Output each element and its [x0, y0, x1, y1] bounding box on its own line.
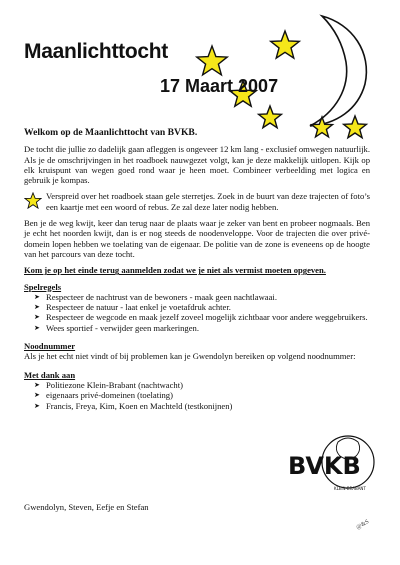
document-body: [24, 128, 370, 419]
arrow-bullet-icon: ➤: [34, 391, 40, 400]
star-icon: [259, 106, 282, 128]
rules-list: [24, 292, 370, 333]
arrow-bullet-icon: ➤: [34, 401, 40, 410]
list-item: ➤ Politiezone Klein-Brabant (nachtwacht): [34, 379, 183, 390]
rules-heading: Spelregels: [24, 281, 62, 292]
star-icon: [197, 46, 227, 75]
signoff: Gwendolyn, Steven, Eefje en Stefan: [24, 502, 149, 512]
arrow-bullet-icon: ➤: [34, 380, 40, 389]
thanks-heading: Met dank aan: [24, 369, 76, 380]
logo-arc-text: KLEIN-BRABANT: [334, 486, 366, 491]
star-icon: [271, 31, 300, 58]
thanks-list: [24, 380, 264, 411]
event-date: 17 Maart 2007: [160, 76, 279, 96]
emergency-text: Als je het echt niet vindt of bij problemen kan je Gwendolyn bereiken op volgend noodnummer:: [24, 351, 356, 362]
list-item: ➤ Respecteer de natuur - laat enkel je voetafdruk achter.: [34, 302, 231, 313]
welcome-heading: Welkom op de Maanlichttocht van BVKB.: [24, 127, 198, 138]
intro-paragraph: De tocht die jullie zo dadelijk gaan afleggen is ongeveer 12 km lang - exclusief omwegen natuurlijk. Als je de omschrijvingen in het roadboek nauwgezet volgt, kan je deze makkelijk uitlopen. Kijk op elk kruispunt van wegen goed rond waar je heen moet. Combineer verbeelding met logica en gebruik je kompas.: [24, 144, 370, 186]
list-item: ➤ Francis, Freya, Kim, Koen en Machteld (testkonijnen): [34, 400, 233, 411]
arrow-bullet-icon: ➤: [34, 313, 40, 322]
list-item: ➤ Wees sportief - verwijder geen markeringen.: [34, 322, 199, 333]
star-note: [24, 191, 370, 212]
logo-text: BVKB: [288, 452, 361, 480]
arrow-bullet-icon: ➤: [34, 323, 40, 332]
emergency-heading: Noodnummer: [24, 341, 76, 352]
list-item: ➤ Respecteer de nachtrust van de bewoners - maak geen nachtlawaai.: [34, 291, 277, 302]
crescent-moon-icon: [310, 16, 366, 126]
arrow-bullet-icon: ➤: [34, 303, 40, 312]
emergency-section: [24, 341, 370, 362]
lost-paragraph: Ben je de weg kwijt, keer dan terug naar de plaats waar je zeker van bent en probeer nogmaals. Ben je echt het noorden kwijt, dan is er nog steeds de noodenveloppe. Voor de trajecten die over privé-domein lopen hebben we toelating van de eigenaar. De politie van de zone is eveneens op de hoogte van het parcours van deze tocht.: [24, 218, 370, 259]
thanks-section: [24, 370, 264, 411]
arrow-bullet-icon: ➤: [34, 292, 40, 301]
list-item: ➤ eigenaars privé-domeinen (toelating): [34, 390, 173, 401]
initials-mark: @&S: [355, 519, 371, 531]
star-note-text: Verspreid over het roadboek staan gele sterretjes. Zoek in de buurt van deze trajecten of foto’s een kaartje met een woord of rebus. Ze zal deze later nodig hebben.: [46, 191, 370, 212]
bvkb-logo: [286, 432, 378, 494]
page-title: Maanlichttocht: [24, 40, 168, 63]
moon-and-stars-decoration: [0, 0, 400, 140]
register-notice: Kom je op het einde terug aanmelden zodat we je niet als vermist moeten opgeven.: [24, 265, 326, 276]
star-icon: [24, 192, 42, 209]
list-item: ➤ Respecteer de wegcode en maak jezelf zoveel mogelijk zichtbaar voor andere weggebruikers.: [34, 312, 368, 323]
